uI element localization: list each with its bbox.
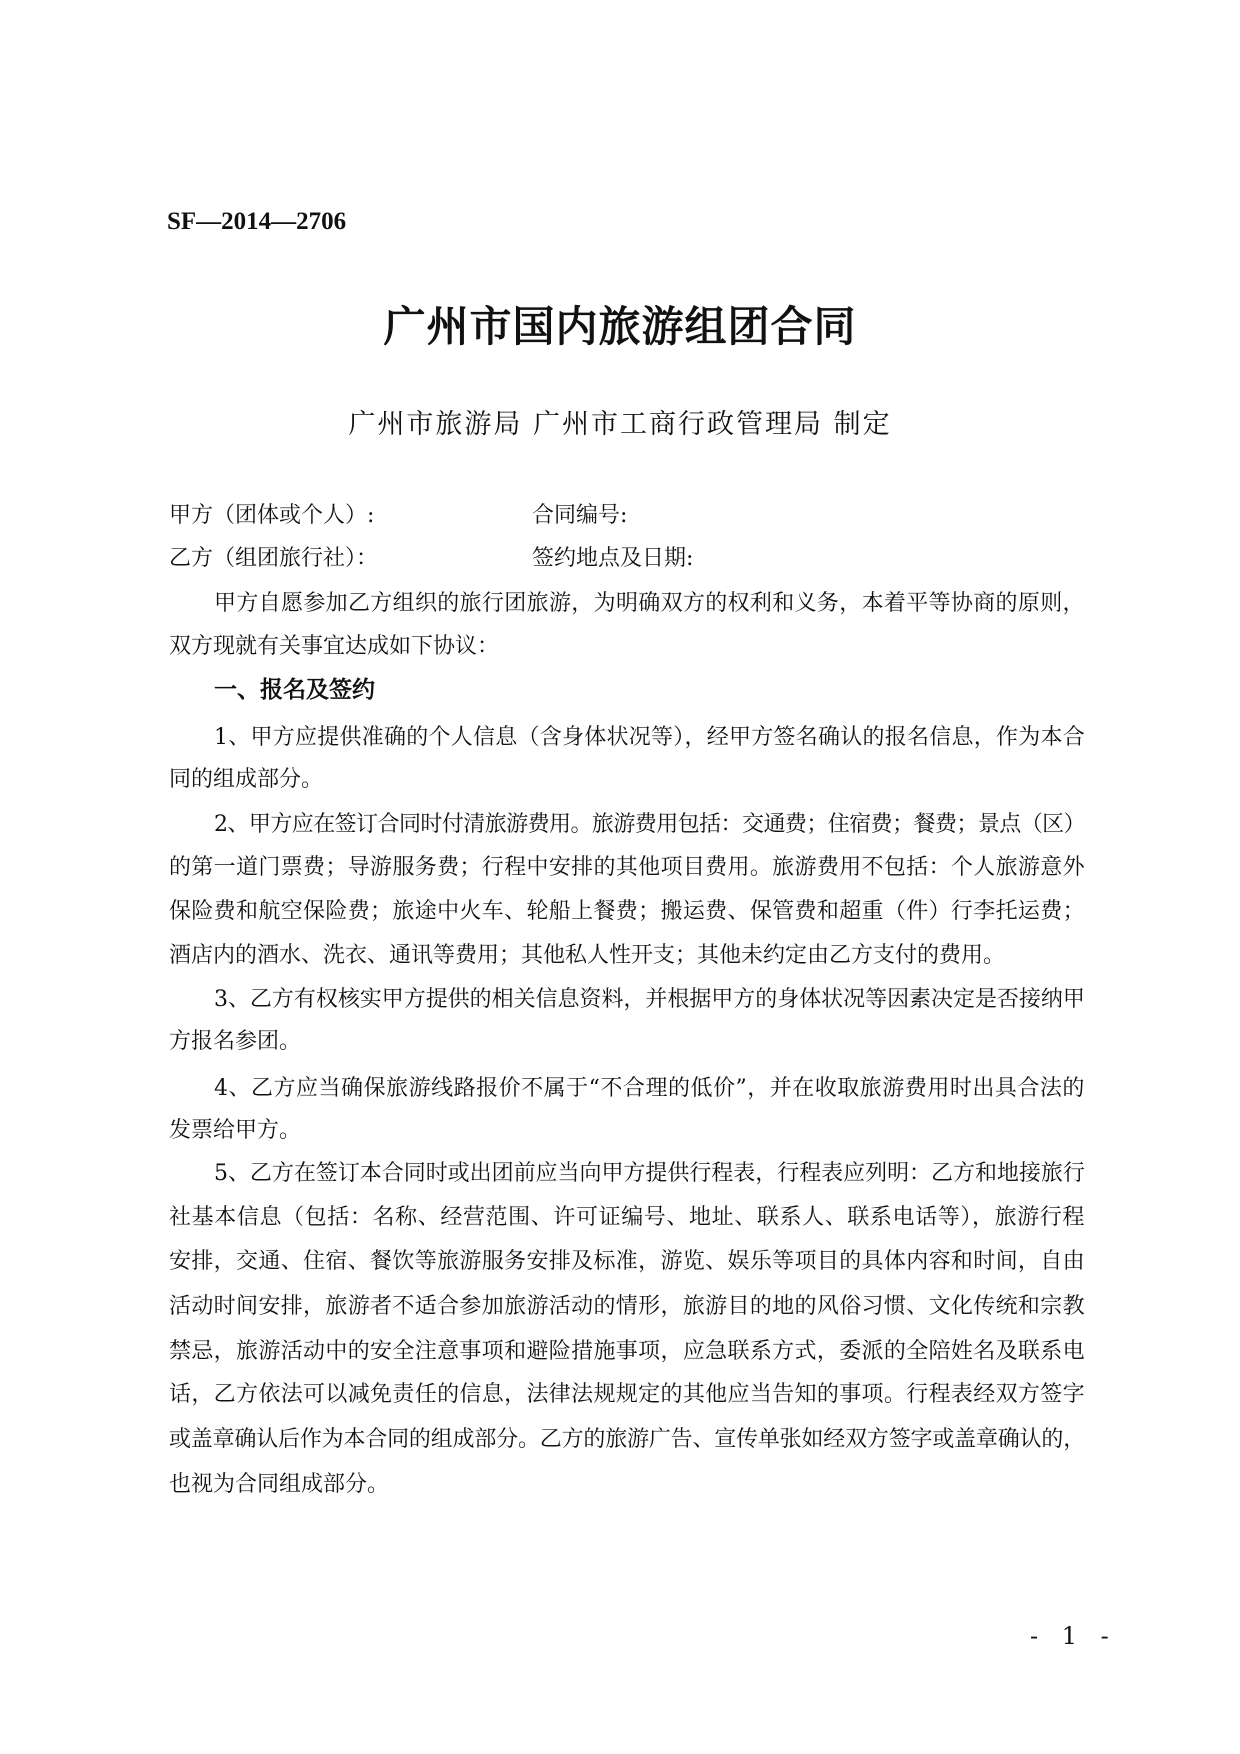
clause-5-line: 社基本信息（包括：名称、经营范围、许可证编号、地址、联系人、联系电话等），旅游行程 bbox=[169, 1205, 1086, 1230]
clause-2-line: 的第一道门票费；导游服务费；行程中安排的其他项目费用。旅游费用不包括：个人旅游意外 bbox=[169, 855, 1085, 880]
clause-4-line: 发票给甲方。 bbox=[169, 1118, 302, 1143]
party-b-label: 乙方（组团旅行社）： bbox=[169, 546, 379, 571]
sign-place-date-label: 签约地点及日期: bbox=[532, 546, 694, 571]
clause-5-line: 活动时间安排，旅游者不适合参加旅游活动的情形，旅游目的地的风俗习惯、文化传统和宗教 bbox=[169, 1294, 1085, 1319]
document-code: SF—2014—2706 bbox=[167, 208, 347, 235]
clause-5-line: 或盖章确认后作为本合同的组成部分。乙方的旅游广告、宣传单张如经双方签字或盖章确认的， bbox=[169, 1427, 1086, 1452]
clause-5-line: 安排，交通、住宿、餐饮等旅游服务安排及标准，游览、娱乐等项目的具体内容和时间，自由 bbox=[169, 1249, 1085, 1274]
document-issuer: 广州市旅游局 广州市工商行政管理局 制定 bbox=[348, 409, 892, 440]
party-a-label: 甲方（团体或个人）: bbox=[169, 503, 375, 528]
clause-5-line: 话，乙方依法可以减免责任的信息，法律法规规定的其他应当告知的事项。行程表经双方签字 bbox=[169, 1382, 1085, 1407]
clause-1-line: 1、甲方应提供准确的个人信息（含身体状况等），经甲方签名确认的报名信息，作为本合 bbox=[214, 725, 1086, 750]
clause-4-line: 4、乙方应当确保旅游线路报价不属于“不合理的低价”，并在收取旅游费用时出具合法的 bbox=[214, 1076, 1085, 1101]
clause-2-line: 保险费和航空保险费；旅途中火车、轮船上餐费；搬运费、保管费和超重（件）行李托运费； bbox=[169, 899, 1085, 924]
document-title: 广州市国内旅游组团合同 bbox=[383, 302, 857, 351]
page-number: - 1 - bbox=[1030, 1622, 1117, 1650]
intro-line: 双方现就有关事宜达成如下协议： bbox=[169, 634, 500, 659]
contract-number-label: 合同编号: bbox=[532, 503, 628, 528]
intro-line: 甲方自愿参加乙方组织的旅行团旅游，为明确双方的权利和义务，本着平等协商的原则， bbox=[214, 591, 1085, 616]
clause-3-line: 3、乙方有权核实甲方提供的相关信息资料，并根据甲方的身体状况等因素决定是否接纳甲 bbox=[214, 987, 1085, 1012]
clause-1-line: 同的组成部分。 bbox=[169, 767, 324, 792]
section-heading: 一、报名及签约 bbox=[214, 676, 375, 703]
clause-3-line: 方报名参团。 bbox=[169, 1029, 302, 1054]
clause-2-line: 2、甲方应在签订合同时付清旅游费用。旅游费用包括：交通费；住宿费；餐费；景点（区） bbox=[214, 812, 1086, 837]
clause-5-line: 5、乙方在签订本合同时或出团前应当向甲方提供行程表，行程表应列明：乙方和地接旅行 bbox=[214, 1161, 1085, 1186]
clause-5-line: 也视为合同组成部分。 bbox=[169, 1472, 390, 1497]
clause-5-line: 禁忌，旅游活动中的安全注意事项和避险措施事项，应急联系方式，委派的全陪姓名及联系电 bbox=[169, 1339, 1085, 1364]
clause-2-line: 酒店内的酒水、洗衣、通讯等费用；其他私人性开支；其他未约定由乙方支付的费用。 bbox=[169, 943, 1006, 968]
